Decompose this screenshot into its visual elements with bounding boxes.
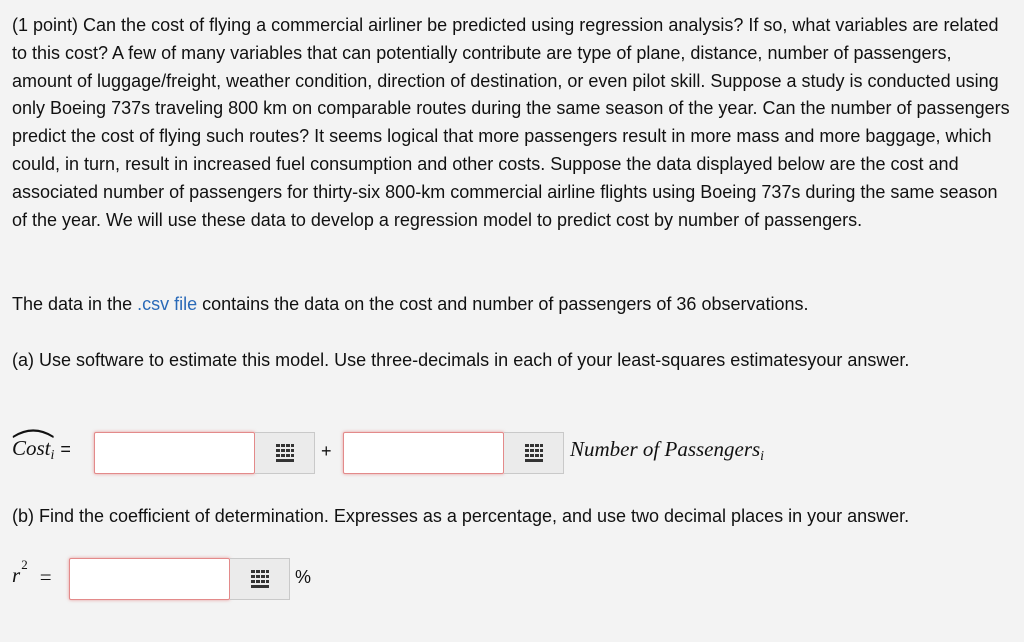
r-squared-grid-button[interactable] [230,558,290,600]
cost-hat-symbol [12,436,54,461]
passengers-text: Number of Passengers [570,437,761,461]
part-a-question: (a) Use software to estimate this model. Use three-decimals in each of your least-squares estimatesyour answer. [12,350,910,370]
problem-intro: (1 point) Can the cost of flying a commercial airliner be predicted using regression analysis? If so, what variables are related to this cost? A few of many variables that can potentially contribute are type of plane, distance, number of passengers, amount of luggage/freight, weather condition, direction of destination, or even pilot skill. Suppose a study is conducted using only Boeing 737s traveling 800 km on comparable routes during the same season of the year. Can the number of passengers predict the cost of flying such routes? It seems logical that more passengers result in more mass and more baggage, which could, in turn, result in increased fuel consumption and other costs. Suppose the data displayed below are the cost and associated number of passengers for thirty-six 800-km commercial airline flights using Boeing 737s during the same season of the year. We will use these data to develop a regression model to predict cost by number of passengers. [12,15,1010,230]
cost-hat-label [12,436,71,461]
cost-subscript: i [50,448,55,463]
cost-text: Cost [12,436,51,460]
r-squared-equals: = [39,565,52,589]
part-b-question: (b) Find the coefficient of determination. Expresses as a percentage, and use two decimal places in your answer. [12,506,910,526]
intercept-input[interactable] [94,432,255,474]
slope-grid-button[interactable] [504,432,564,474]
intercept-grid-button[interactable] [255,432,315,474]
csv-file-link[interactable]: .csv file [137,294,198,314]
grid-icon [525,444,543,462]
r-superscript: 2 [21,557,28,572]
passengers-subscript: i [760,449,765,464]
passengers-variable [570,437,764,462]
plus-sign: + [321,441,332,461]
r-squared-input[interactable] [69,558,230,600]
data-prefix: The data in the [12,294,138,314]
equals-sign: = [60,439,71,459]
slope-input[interactable] [343,432,504,474]
grid-icon [251,570,269,588]
grid-icon [276,444,294,462]
percent-sign: % [295,567,312,587]
r-symbol: r [12,563,21,587]
hat-icon [12,428,54,438]
r-squared-label [12,557,52,589]
data-description [12,291,809,318]
data-suffix: contains the data on the cost and number of passengers of 36 observations. [197,294,809,314]
